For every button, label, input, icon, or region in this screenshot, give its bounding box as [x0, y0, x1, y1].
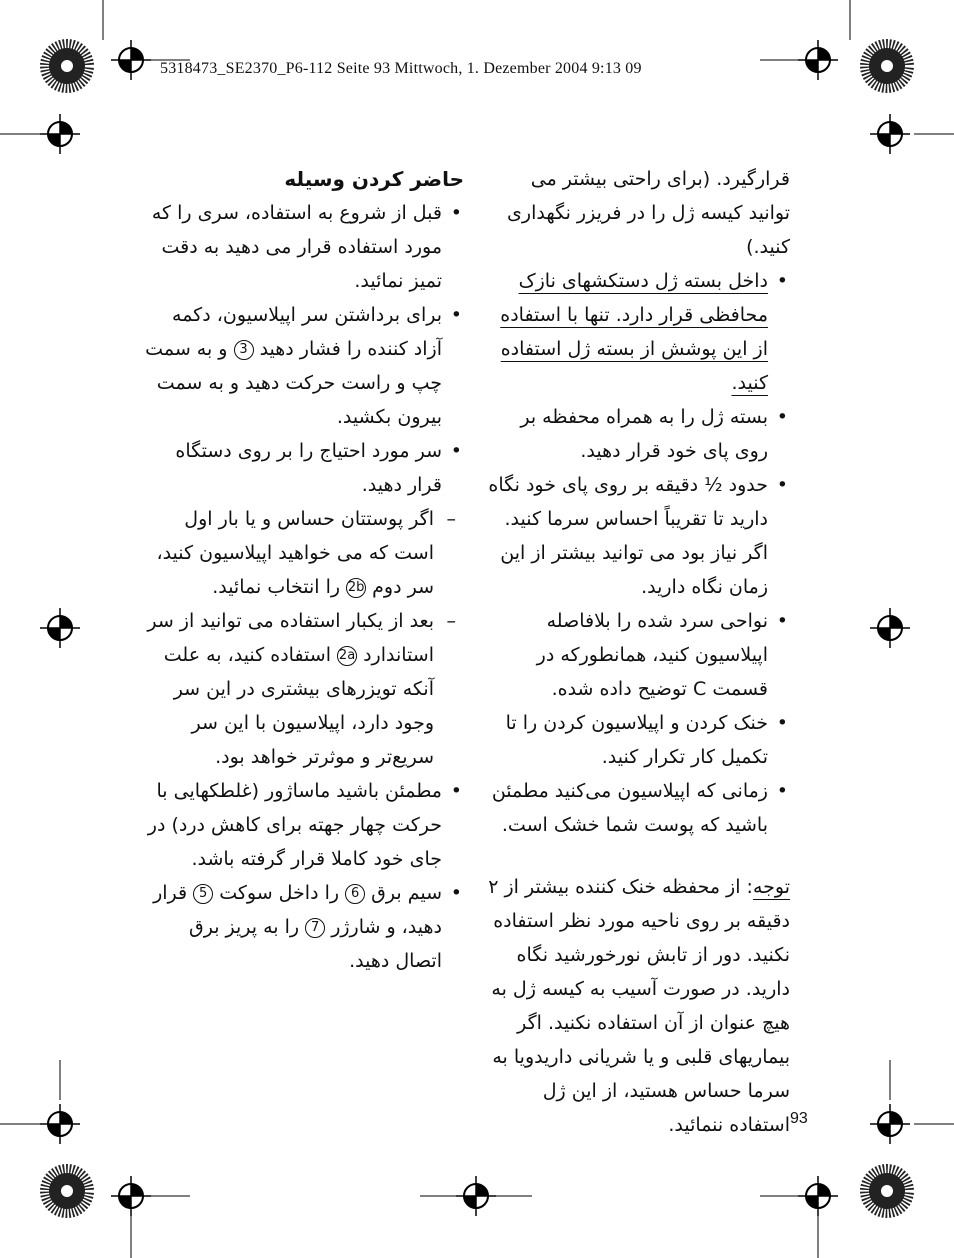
page-number: 93: [790, 1110, 808, 1127]
caution-text: : از محفظه خنک کننده بیشتر از ۲ دقیقه بر روی ناحیه مورد نظر استفاده نکنید. دور از تابش نورخورشید نگاه دارید. در صورت آسیب به کیسه ژل به هیچ عنوان از آن استفاده نکنید. اگر بیماریهای قلبی و یا شریانی داریدویا به سرما حساس هستید، از این ژل استفاده ننمائید.: [488, 876, 790, 1136]
continuation-text: قرارگیرد. (برای راحتی بیشتر می توانید کیسه ژل را در فریزر نگهداری کنید.): [507, 168, 790, 258]
instruction-list: [488, 264, 790, 842]
right-column: [488, 162, 790, 1142]
list-item: • زمانی که اپیلاسیون می‌کنید مطمئن باشید که پوست شما خشک است.: [488, 774, 790, 842]
sub-item: – اگر پوستتان حساس و یا بار اول است که می خواهید اپیلاسیون کنید، سر دوم 2b را انتخاب نمائید.: [140, 502, 464, 604]
list-item: [488, 264, 790, 400]
list-item: • سر مورد احتیاج را بر روی دستگاه قرار دهید.: [140, 434, 464, 502]
list-item: • قبل از شروع به استفاده، سری را که مورد استفاده قرار می دهید به دقت تمیز نمائید.: [140, 196, 464, 298]
ref-number: 3: [234, 340, 254, 360]
gloves-note: داخل بسته ژل دستکشهای نازک محافظی قرار دارد. تنها با استفاده از این پوشش از بسته ژل استفاده کنید.: [500, 270, 768, 394]
caution-label: توجه: [752, 876, 790, 898]
left-column: [140, 162, 464, 978]
list-item: • بسته ژل را به همراه محفظه بر روی پای خود قرار دهید.: [488, 400, 790, 468]
list-item: • مطمئن باشید ماساژور (غلطکهایی با حرکت چهار جهته برای کاهش درد) در جای خود کاملا قرار گرفته باشد.: [140, 774, 464, 876]
list-item: • برای برداشتن سر اپیلاسیون، دکمه آزاد کننده را فشار دهید 3 و به سمت چپ و راست حرکت دهید و به سمت بیرون بکشید.: [140, 298, 464, 434]
ref-number: 6: [345, 884, 365, 904]
print-header: 5318473_SE2370_P6-112 Seite 93 Mittwoch, 1. Dezember 2004 9:13 09: [160, 60, 642, 77]
list-item: • حدود ½ دقیقه بر روی پای خود نگاه دارید تا تقریباً احساس سرما کنید. اگر نیاز بود می توانید بیشتر از این زمان نگاه دارید.: [488, 468, 790, 604]
list-item: • سیم برق 6 را داخل سوکت 5 قرار دهید، و شارژر 7 را به پریز برق اتصال دهید.: [140, 876, 464, 978]
ref-number: 7: [305, 918, 325, 938]
ref-number: 2b: [346, 578, 366, 598]
list-item: • خنک کردن و اپیلاسیون کردن را تا تکمیل کار تکرار کنید.: [488, 706, 790, 774]
ref-number: 5: [193, 884, 213, 904]
preparation-list: [140, 196, 464, 978]
sub-item: – بعد از یکبار استفاده می توانید از سر استاندارد 2a استفاده کنید، به علت آنکه تویزرهای بیشتری در این سر وجود دارد، اپیلاسیون با این سر سریع‌تر و موثرتر خواهد بود.: [140, 604, 464, 774]
ref-number: 2a: [337, 646, 357, 666]
section-title: حاضر کردن وسیله: [284, 167, 464, 191]
list-item: • نواحی سرد شده را بلافاصله اپیلاسیون کنید، همانطورکه در قسمت C توضیح داده شده.: [488, 604, 790, 706]
caution-note: [488, 870, 790, 1142]
